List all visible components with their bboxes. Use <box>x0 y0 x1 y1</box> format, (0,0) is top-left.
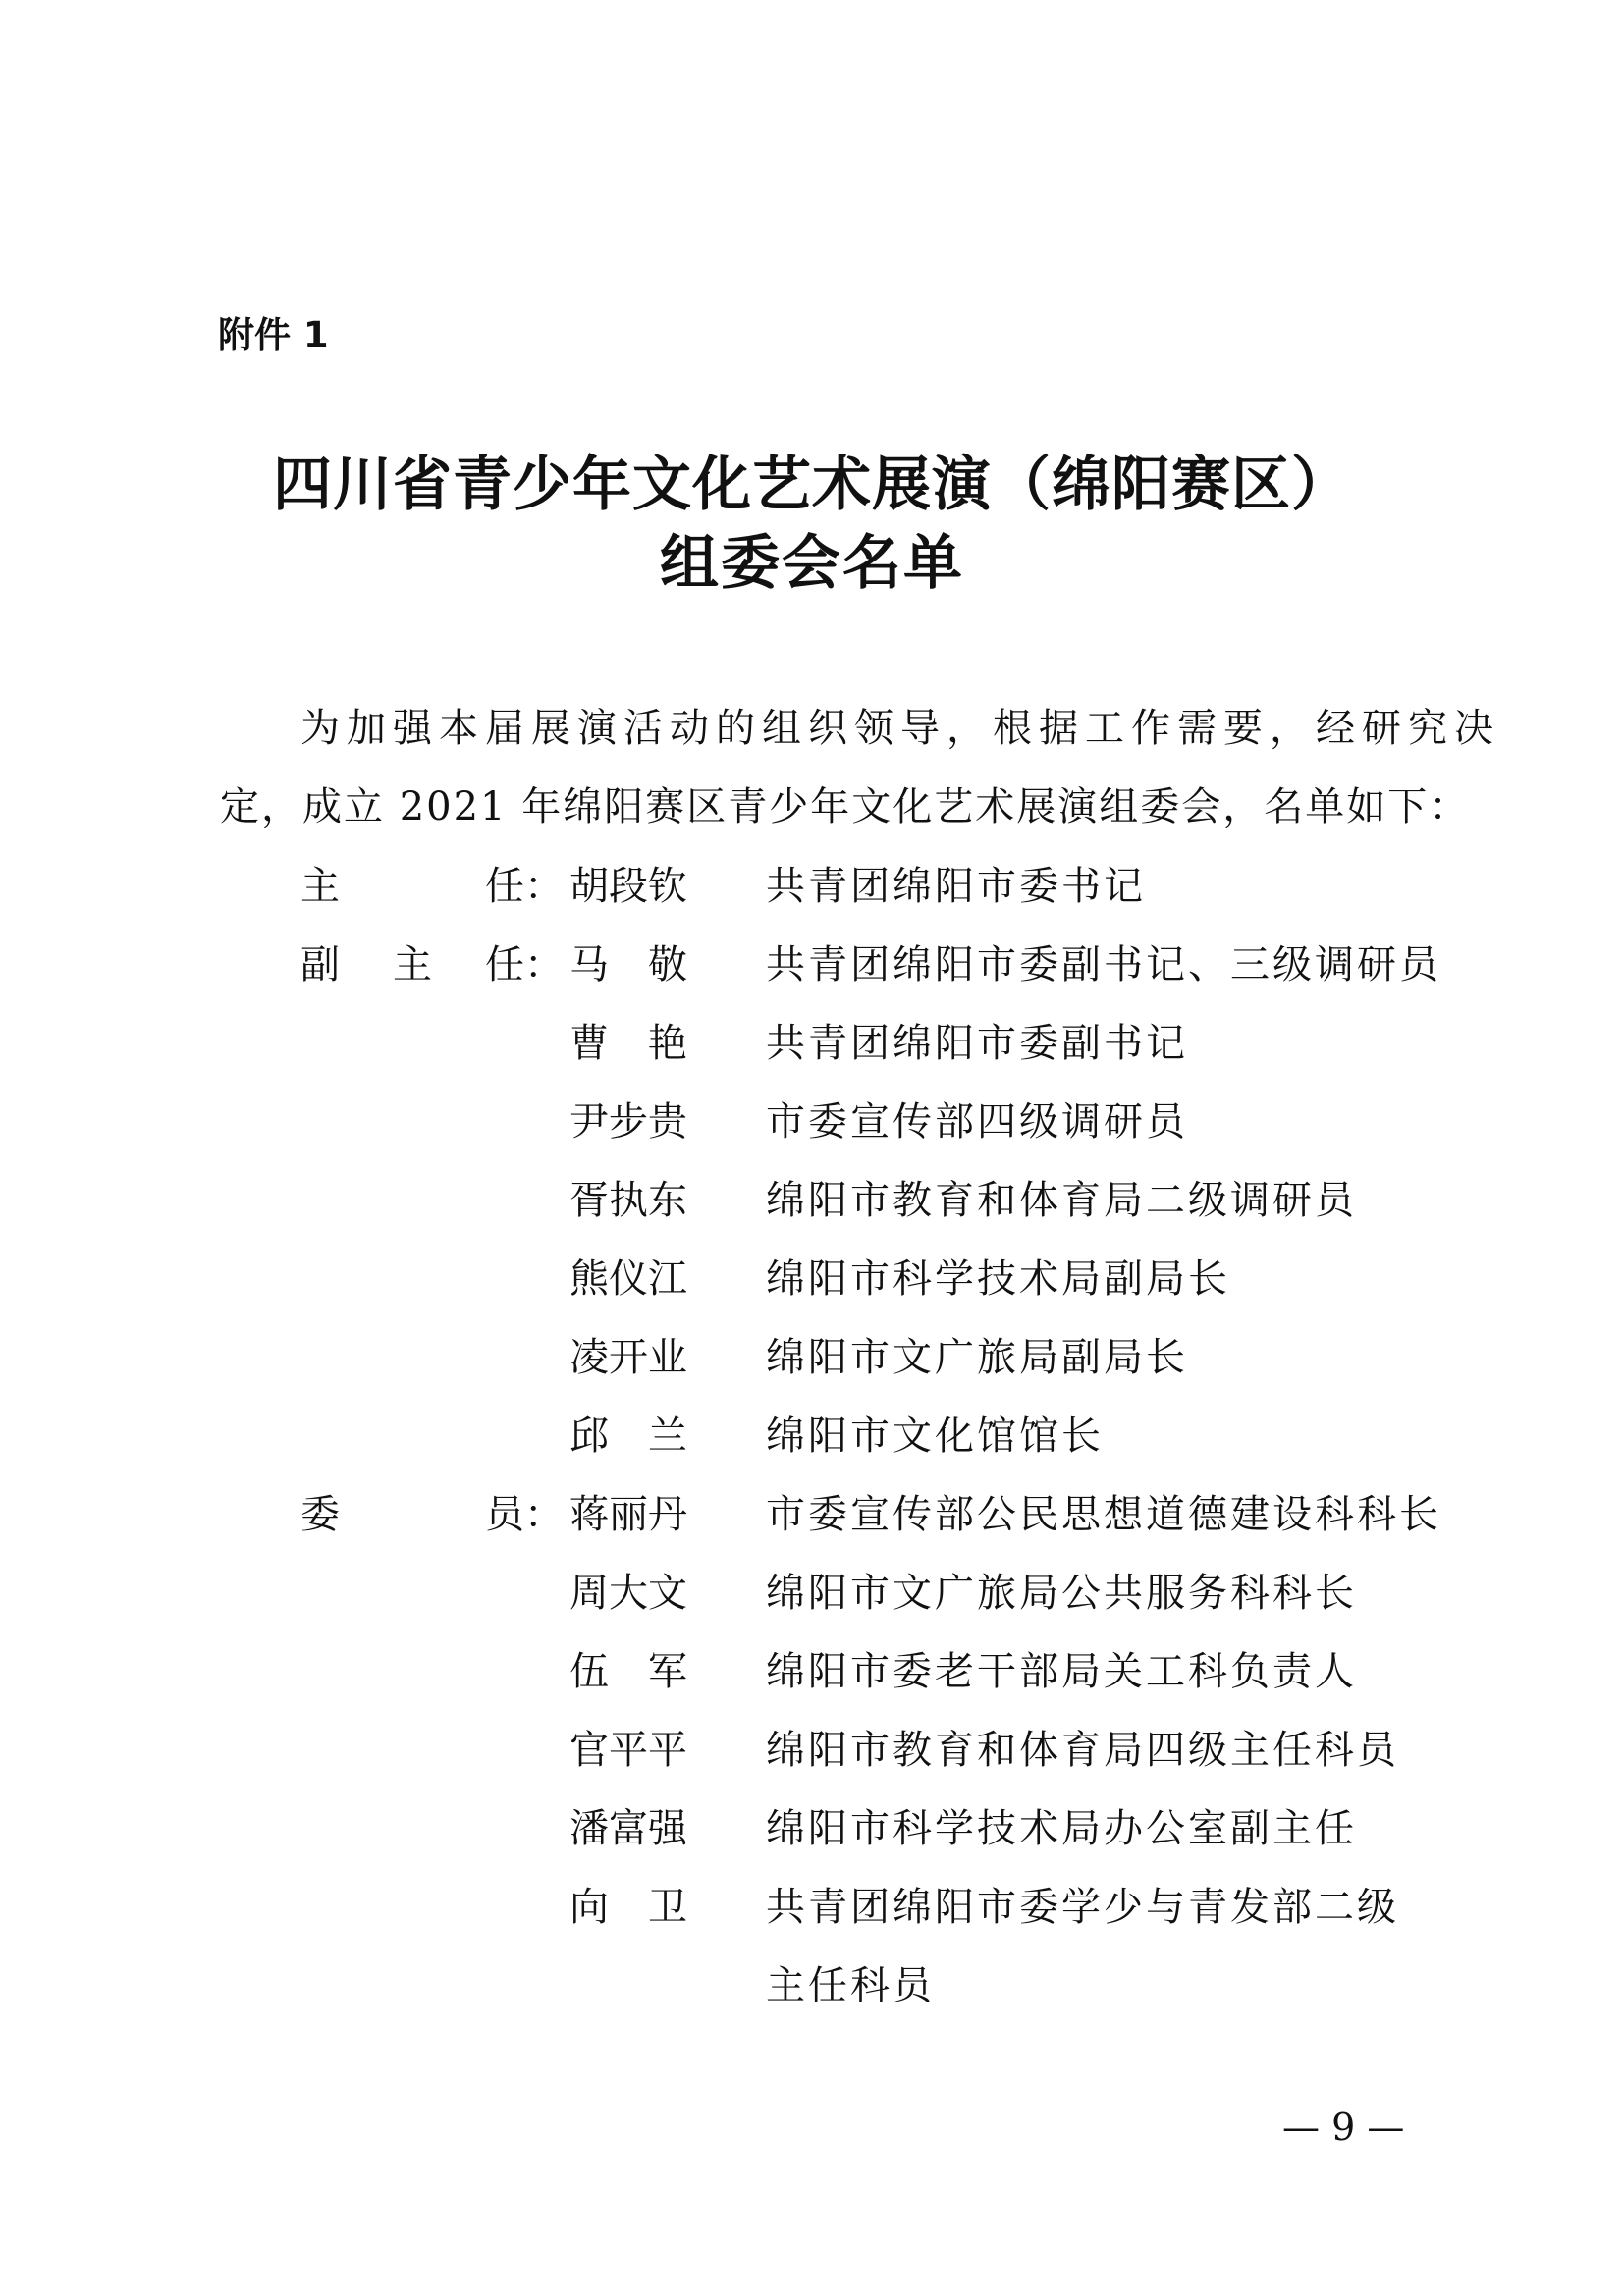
member-name: 胥执东 <box>569 1178 687 1223</box>
member-name: 胡段钦 <box>569 864 687 909</box>
member-name: 官平平 <box>569 1728 687 1773</box>
category-char: 主 <box>300 864 340 909</box>
intro-paragraph-line-1: 为加强本届展演活动的组织领导，根据工作需要，经研究决 <box>300 706 1500 751</box>
member-title: 绵阳市文广旅局公共服务科科长 <box>766 1571 1357 1616</box>
member-title: 绵阳市教育和体育局二级调研员 <box>766 1178 1357 1223</box>
member-name: 尹步贵 <box>569 1099 687 1145</box>
member-title: 共青团绵阳市委书记 <box>766 864 1146 909</box>
roster-row-deputy <box>0 1411 1624 1489</box>
member-title: 市委宣传部公民思想道德建设科科长 <box>766 1492 1441 1537</box>
member-name: 凌开业 <box>569 1335 687 1380</box>
member-title: 绵阳市科学技术局副局长 <box>766 1256 1230 1302</box>
intro-paragraph-line-2: 定，成立 2021 年绵阳赛区青少年文化艺术展演组委会，名单如下： <box>220 784 1471 829</box>
roster-row-deputy <box>0 939 1624 1018</box>
member-title: 绵阳市教育和体育局四级主任科员 <box>766 1728 1399 1773</box>
member-title: 共青团绵阳市委副书记 <box>766 1021 1188 1066</box>
member-title: 绵阳市科学技术局办公室副主任 <box>766 1806 1357 1851</box>
roster-row-deputy <box>0 1332 1624 1411</box>
roster-row-member <box>0 1646 1624 1725</box>
member-name: 曹 艳 <box>569 1021 687 1066</box>
member-title: 绵阳市文化馆馆长 <box>766 1414 1104 1459</box>
committee-roster <box>0 861 1624 2019</box>
roster-row-director <box>0 861 1624 939</box>
category-char: 任： <box>485 864 564 909</box>
member-title: 共青团绵阳市委副书记、三级调研员 <box>766 942 1441 988</box>
roster-row-member <box>0 1725 1624 1803</box>
member-name: 周大文 <box>569 1571 687 1616</box>
roster-row-member <box>0 1568 1624 1646</box>
member-name: 蒋丽丹 <box>569 1492 687 1537</box>
member-name: 马 敬 <box>569 942 687 988</box>
member-name: 邱 兰 <box>569 1414 687 1459</box>
category-char: 任： <box>485 942 564 988</box>
category-committee-member <box>300 1489 564 1540</box>
member-title-continued: 主任科员 <box>766 1963 935 2008</box>
category-char: 员： <box>485 1492 564 1537</box>
document-title-line-2: 组委会名单 <box>660 529 964 598</box>
member-name: 潘富强 <box>569 1806 687 1851</box>
member-name: 伍 军 <box>569 1649 687 1694</box>
roster-row-deputy <box>0 1096 1624 1175</box>
category-char: 委 <box>300 1492 340 1537</box>
attachment-label: 附件 1 <box>218 314 329 356</box>
category-deputy-director <box>300 939 564 990</box>
roster-row-deputy <box>0 1018 1624 1096</box>
category-char: 主 <box>393 942 432 988</box>
roster-row-member <box>0 1882 1624 2019</box>
member-name: 向 卫 <box>569 1885 687 1930</box>
roster-row-deputy <box>0 1175 1624 1254</box>
roster-row-member <box>0 1489 1624 1568</box>
category-char: 副 <box>300 942 340 988</box>
member-name: 熊仪江 <box>569 1256 687 1302</box>
member-title: 绵阳市委老干部局关工科负责人 <box>766 1649 1357 1694</box>
page-number: — 9 — <box>1282 2106 1405 2149</box>
member-title: 绵阳市文广旅局副局长 <box>766 1335 1188 1380</box>
roster-row-deputy <box>0 1254 1624 1332</box>
category-director <box>300 861 564 912</box>
document-title-line-1: 四川省青少年文化艺术展演（绵阳赛区） <box>273 451 1351 519</box>
member-title: 共青团绵阳市委学少与青发部二级 <box>766 1885 1399 1930</box>
member-title: 市委宣传部四级调研员 <box>766 1099 1188 1145</box>
roster-row-member <box>0 1803 1624 1882</box>
